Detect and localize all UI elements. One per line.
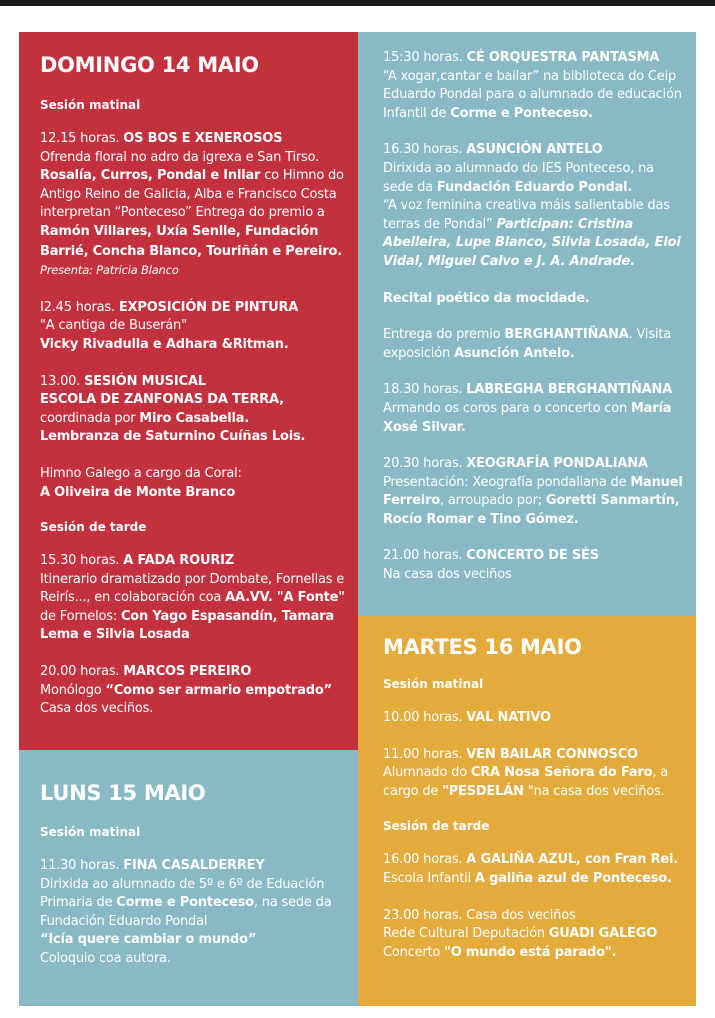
event: 13.00. SESIÓN MUSICAL ESCOLA DE ZANFONAS DA TERRA, coordinada por Miro Casabella. Lembranza de Saturnino Cuíñas Lois. — [40, 373, 306, 445]
panel-martes — [358, 616, 696, 1006]
day-title: LUNS 15 MAIO — [40, 781, 206, 805]
session-label: Sesión de tarde — [383, 819, 490, 834]
panel-luns — [19, 750, 358, 1006]
event: 18.30 horas. LABREGHA BERGHANTIÑANA Armando os coros para o concerto con María Xosé Silvar. — [383, 382, 673, 435]
panel-luns-continued — [358, 32, 696, 616]
session-label: Sesión matinal — [40, 98, 141, 112]
event: 23.00 horas. Casa dos veciños Rede Cultural Deputación GUADI GALEGO Concerto "O mundo está parado". — [383, 907, 658, 960]
event: 21.00 horas. CONCERTO DE SÉS Na casa dos veciños — [383, 548, 599, 583]
event: 12.15 horas. OS BOS E XENEROSOS Ofrenda floral no adro da igrexa e San Tirso. Rosalía, Curros, Pondal e Inllar co Himno do Antigo Reino de Galicia, Alba e Francisco Costa interpretan “Ponteceso” Entrega do premio a Ramón Villares, Uxía Senlle, Fundación Barrié, Concha Blanco, Touriñán e Pereiro. Presenta: Patricia Blanco — [40, 131, 344, 278]
panel-domingo — [19, 32, 358, 750]
day-title: DOMINGO 14 MAIO — [40, 53, 259, 77]
session-label: Sesión matinal — [383, 677, 484, 691]
event: Entrega do premio BERGHANTIÑANA. Visita exposición Asunción Antelo. — [383, 327, 671, 361]
event: Himno Galego a cargo da Coral: A Oliveira de Monte Branco — [40, 465, 242, 500]
event: 16.30 horas. ASUNCIÓN ANTELO Dirixida ao alumnado do IES Ponteceso, na sede da Fundación Eduardo Pondal. “A voz feminina creativa máis salientable das terras de Pondal” Participan: Cristina Abelleira, Lupe Blanco, Silvia Losada, Eloi Vidal, Miguel Calvo e J. A. Andrade. — [383, 142, 681, 269]
event: 20.00 horas. MARCOS PEREIRO Monólogo “Como ser armario empotrado” Casa dos veciños. — [40, 664, 332, 717]
event: 16.00 horas. A GALIÑA AZUL, con Fran Rei. Escola Infantil A galiña azul de Ponteceso. — [383, 852, 679, 886]
event: 15.30 horas. A FADA ROURIZ Itinerario dramatizado por Dombate, Fornellas e Reirís..., en colaboración coa AA.VV. "A Fonte" de Fornelos: Con Yago Espasandín, Tamara Lema e Silvia Losada — [40, 553, 345, 643]
event: 20.30 horas. XEOGRAFÍA PONDALIANA Presentación: Xeografía pondaliana de Manuel Ferreiro, arroupado por; Goretti Sanmartín, Rocío Romar e Tino Gómez. — [383, 456, 683, 527]
session-label: Sesión de tarde — [40, 520, 147, 535]
event: 15:30 horas. CÉ ORQUESTRA PANTASMA “A xogar,cantar e bailar” na biblioteca do Ceip Eduardo Pondal para o alumnado de educación Infantil de Corme e Ponteceso. — [383, 50, 682, 121]
top-bar — [0, 0, 715, 6]
event: I2.45 horas. EXPOSICIÓN DE PINTURA "A cantiga de Buserán" Vicky Rivadulla e Adhara &Ritman. — [40, 299, 299, 352]
event: 11.00 horas. VEN BAILAR CONNOSCO Alumnado do CRA Nosa Señora do Faro, a cargo de "PESDELÁN "na casa dos veciños. — [383, 746, 668, 799]
event: 10.00 horas. VAL NATIVO — [383, 710, 551, 725]
event: 11.30 horas. FINA CASALDERREY Dirixida ao alumnado de 5º e 6º de Eduación Primaria de Corme e Ponteceso, na sede da Fundación Eduardo Pondal “Icía quere cambiar o mundo” Coloquio coa autora. — [40, 858, 332, 966]
session-label: Sesión matinal — [40, 825, 141, 839]
day-title: MARTES 16 MAIO — [383, 635, 582, 659]
event: Recital poético da mocidade. — [383, 290, 590, 306]
